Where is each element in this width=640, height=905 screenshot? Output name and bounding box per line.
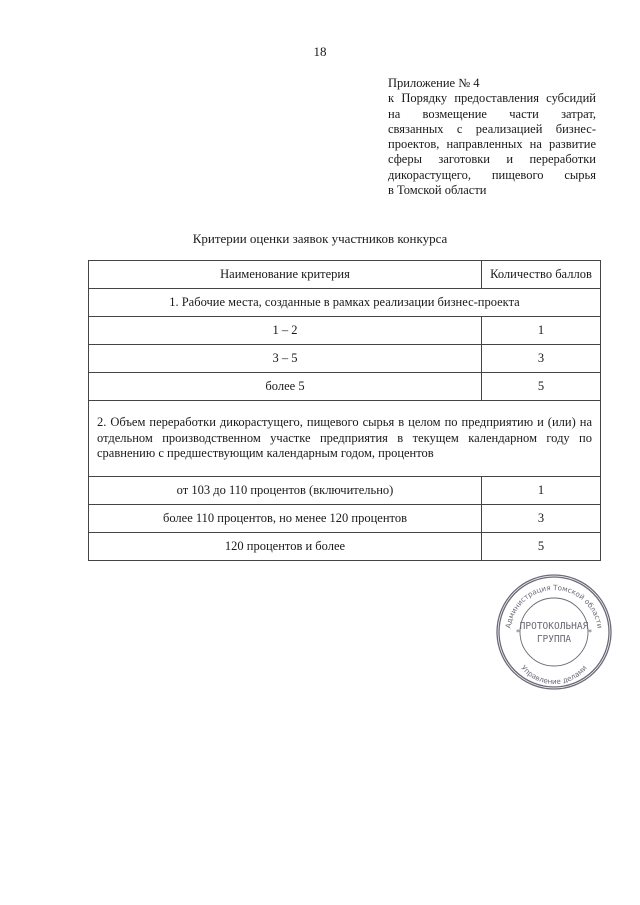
table-row bbox=[89, 345, 601, 373]
document-title: Критерии оценки заявок участников конкурса bbox=[192, 231, 448, 246]
criterion-cell: более 5 bbox=[89, 373, 482, 401]
stamp-star-icon: * bbox=[588, 628, 592, 637]
stamp-center-2: ГРУППА bbox=[536, 634, 572, 645]
appendix-line: связанных с реализацией бизнес- bbox=[388, 121, 596, 136]
official-stamp bbox=[494, 572, 614, 692]
criteria-table bbox=[88, 260, 601, 561]
section-2-title: 2. Объем переработки дикорастущего, пищевого сырья в целом по предприятию и (или) на отдельном производственном участке предприятия в текущем календарном году по сравнению с предшествующим календарным годом, процентов bbox=[89, 401, 601, 477]
table-row bbox=[89, 373, 601, 401]
page-number: 18 bbox=[313, 44, 327, 59]
stamp-ring-bottom: Управление делами bbox=[519, 663, 589, 687]
appendix-line: к Порядку предоставления субсидий bbox=[388, 91, 596, 106]
points-cell: 1 bbox=[482, 477, 601, 505]
appendix-line: в Томской области bbox=[388, 183, 487, 198]
stamp-center-1: ПРОТОКОЛЬНАЯ bbox=[519, 621, 589, 632]
header-criterion: Наименование критерия bbox=[89, 261, 482, 289]
stamp-ring-top: Администрация Томской области bbox=[503, 582, 605, 629]
appendix-line: на возмещение части затрат, bbox=[388, 106, 596, 121]
criterion-cell: 1 – 2 bbox=[89, 317, 482, 345]
appendix-header bbox=[388, 76, 596, 198]
appendix-line: сферы заготовки и переработки bbox=[388, 152, 596, 167]
points-cell: 3 bbox=[482, 505, 601, 533]
points-cell: 3 bbox=[482, 345, 601, 373]
points-cell: 5 bbox=[482, 373, 601, 401]
criterion-cell: 120 процентов и более bbox=[89, 533, 482, 561]
criterion-cell: 3 – 5 bbox=[89, 345, 482, 373]
table-row bbox=[89, 317, 601, 345]
appendix-line: Приложение № 4 bbox=[388, 76, 480, 90]
section-title-row bbox=[89, 401, 601, 477]
table-row bbox=[89, 477, 601, 505]
points-cell: 5 bbox=[482, 533, 601, 561]
criterion-cell: от 103 до 110 процентов (включительно) bbox=[89, 477, 482, 505]
criterion-cell: более 110 процентов, но менее 120 процентов bbox=[89, 505, 482, 533]
appendix-line: проектов, направленных на развитие bbox=[388, 137, 596, 152]
section-title-row bbox=[89, 289, 601, 317]
table-row bbox=[89, 533, 601, 561]
header-points: Количество баллов bbox=[482, 261, 601, 289]
points-cell: 1 bbox=[482, 317, 601, 345]
appendix-line: дикорастущего, пищевого сырья bbox=[388, 167, 596, 182]
section-1-title: 1. Рабочие места, созданные в рамках реализации бизнес-проекта bbox=[89, 289, 601, 317]
stamp-star-icon: * bbox=[516, 628, 520, 637]
table-row bbox=[89, 505, 601, 533]
table-header-row bbox=[89, 261, 601, 289]
